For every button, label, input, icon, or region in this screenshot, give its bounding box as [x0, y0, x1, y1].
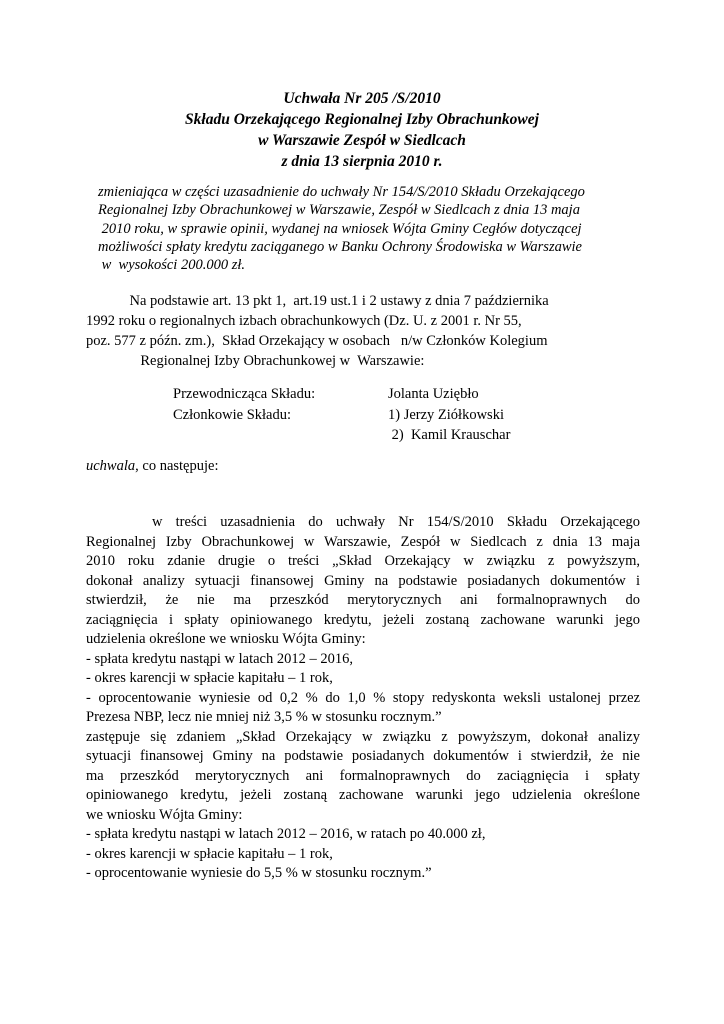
member-name: Jolanta Uziębło	[388, 386, 479, 402]
resolves-word: uchwala	[86, 458, 136, 474]
member-role: Członkowie Składu:	[173, 406, 292, 423]
resolution-body	[86, 513, 640, 884]
resolution-title	[0, 88, 724, 172]
title-line: z dnia 13 sierpnia 2010 r.	[281, 153, 443, 170]
body-line: - spłata kredytu nastąpi w latach 2012 – 2016, w ratach po 40.000 zł,	[86, 826, 486, 842]
resolves-intro	[86, 458, 219, 475]
body-line: - oprocentowanie wyniesie do 5,5 % w stosunku rocznym.”	[86, 865, 432, 881]
subject-line: zmieniająca w części uzasadnienie do uchwały Nr 154/S/2010 Składu Orzekającego	[98, 184, 585, 200]
body-line: Prezesa NBP, lecz nie mniej niż 3,5 % w stosunku rocznym.”	[86, 709, 442, 725]
title-line: Uchwała Nr 205 /S/2010	[283, 90, 441, 107]
basis-line: Regionalnej Izby Obrachunkowej w Warszawie:	[86, 353, 425, 369]
body-line: sytuacji finansowej Gminy na podstawie posiadanych dokumentów i stwierdził, że nie	[86, 748, 640, 764]
body-line: we wniosku Wójta Gminy:	[86, 806, 243, 823]
basis-line: 1992 roku o regionalnych izbach obrachunkowych (Dz. U. z 2001 r. Nr 55,	[86, 313, 522, 329]
subject-line: 2010 roku, w sprawie opinii, wydanej na wniosek Wójta Gminy Cegłów dotyczącej	[98, 220, 582, 237]
body-line: Regionalnej Izby Obrachunkowej w Warszawie, Zespół w Siedlcach z dnia 13 maja	[86, 533, 640, 550]
body-line: opiniowanego kredytu, jeżeli zostaną zachowane warunki jego udzielenia określone	[86, 787, 640, 803]
body-line: - oprocentowanie wyniesie od 0,2 % do 1,0 % stopy redyskonta weksli ustalonej przez	[86, 689, 640, 706]
body-line: 2010 roku zdanie drugie o treści „Skład Orzekający w związku z powyższym,	[86, 553, 640, 569]
member-name: 2) Kamil Krauschar	[388, 427, 511, 443]
subject-line: w wysokości 200.000 zł.	[98, 257, 246, 274]
subject-line: możliwości spłaty kredytu zaciąganego w Banku Ochrony Środowiska w Warszawie	[98, 238, 582, 255]
body-line: zastępuje się zdaniem „Skład Orzekający w związku z powyższym, dokonał analizy	[86, 728, 640, 745]
legal-basis	[86, 291, 646, 371]
body-line: - okres karencji w spłacie kapitału – 1 rok,	[86, 670, 333, 686]
title-line: Składu Orzekającego Regionalnej Izby Obrachunkowej	[185, 111, 539, 128]
member-role: Przewodnicząca Składu:	[173, 386, 316, 402]
body-line: dokonał analizy sytuacji finansowej Gminy na podstawie posiadanych dokumentów i	[86, 572, 640, 589]
subject-line: Regionalnej Izby Obrachunkowej w Warszawie, Zespół w Siedlcach z dnia 13 maja	[98, 202, 580, 219]
resolution-subject	[98, 183, 658, 274]
body-line: udzielenia określone we wniosku Wójta Gminy:	[86, 631, 366, 647]
body-line: stwierdził, że nie ma przeszkód merytorycznych ani formalnoprawnych do	[86, 592, 640, 608]
body-line: ma przeszkód merytorycznych ani formalnoprawnych do zaciągnięcia i spłaty	[86, 767, 640, 784]
body-line: w treści uzasadnienia do uchwały Nr 154/S/2010 Składu Orzekającego	[152, 514, 640, 530]
body-line: zaciągnięcia i spłaty opiniowanego kredytu, jeżeli zostaną zachowane warunki jego	[86, 611, 640, 628]
resolves-rest: , co następuje:	[135, 458, 219, 474]
body-line: - okres karencji w spłacie kapitału – 1 rok,	[86, 845, 333, 862]
body-line: - spłata kredytu nastąpi w latach 2012 – 2016,	[86, 650, 353, 667]
basis-line: poz. 577 z późn. zm.), Skład Orzekający w osobach n/w Członków Kolegium	[86, 333, 548, 349]
title-line: w Warszawie Zespół w Siedlcach	[258, 132, 466, 149]
member-name: 1) Jerzy Ziółkowski	[388, 406, 504, 423]
basis-line: Na podstawie art. 13 pkt 1, art.19 ust.1 i 2 ustawy z dnia 7 października	[86, 293, 549, 309]
